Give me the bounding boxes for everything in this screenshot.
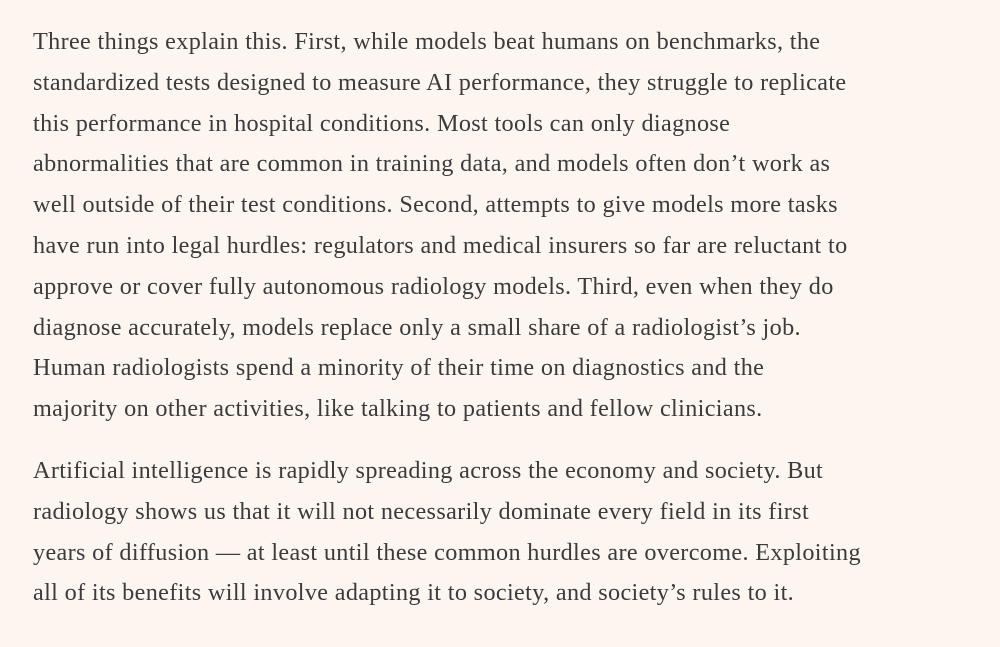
paragraph-line: diagnose accurately, models replace only a small share of a radiologist’s job. bbox=[33, 313, 801, 341]
paragraph-line: Three things explain this. First, while models beat humans on benchmarks, the bbox=[33, 28, 821, 55]
paragraph-line: majority on other activities, like talking to patients and fellow clinicians. bbox=[33, 395, 763, 423]
paragraph-2 bbox=[33, 451, 983, 614]
paragraph-line: all of its benefits will involve adapting it to society, and society’s rules to it. bbox=[33, 579, 795, 607]
paragraph-line: abnormalities that are common in training data, and models often don’t work as bbox=[33, 150, 831, 178]
paragraph-line: radiology shows us that it will not necessarily dominate every field in its first bbox=[33, 497, 810, 525]
paragraph-spacing bbox=[33, 430, 983, 451]
paragraph-line: approve or cover fully autonomous radiology models. Third, even when they do bbox=[33, 272, 834, 300]
paragraph-line: well outside of their test conditions. Second, attempts to give models more tasks bbox=[33, 191, 838, 219]
paragraph-line: this performance in hospital conditions. Most tools can only diagnose bbox=[33, 109, 731, 137]
paragraph-line: have run into legal hurdles: regulators and medical insurers so far are reluctant to bbox=[33, 231, 848, 259]
paragraph-1 bbox=[33, 22, 983, 430]
paragraph-line: Human radiologists spend a minority of their time on diagnostics and the bbox=[33, 354, 765, 382]
paragraph-line: Artificial intelligence is rapidly spreading across the economy and society. But bbox=[33, 456, 824, 484]
paragraph-line: standardized tests designed to measure AI performance, they struggle to replicate bbox=[33, 68, 847, 96]
article-body bbox=[33, 22, 983, 614]
paragraph-line: years of diffusion — at least until these common hurdles are overcome. Exploiting bbox=[33, 538, 861, 566]
